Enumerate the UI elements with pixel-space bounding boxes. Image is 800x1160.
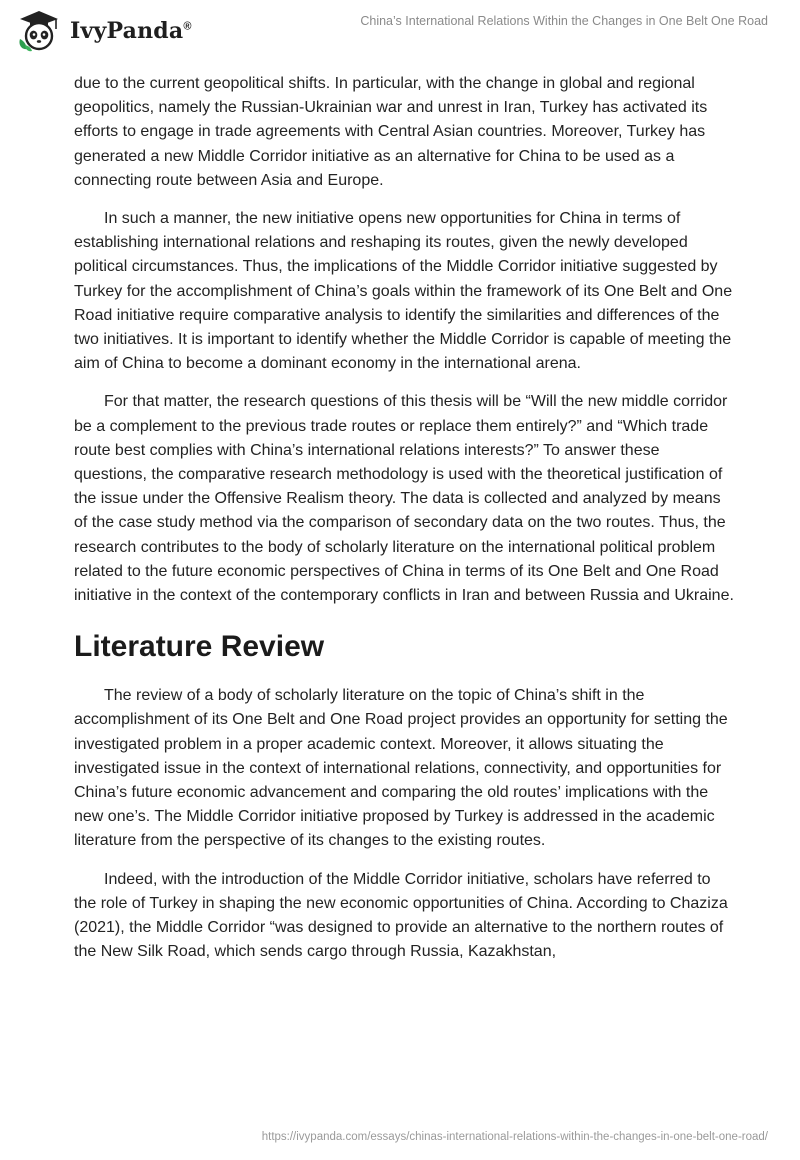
paragraph: For that matter, the research questions of this thesis will be “Will the new middle corridor be a complement to the previous trade routes or replace them entirely?” and “Which trade route best complies with China’s international relations interests?” To answer these questions, the comparative research methodology is used with the theoretical justification of the issue under the Offensive Realism theory. The data is collected and analyzed by means of the case study method via the comparison of secondary data on the two routes. Thus, the research contributes to the body of scholarly literature on the international political problem related to the future economic perspectives of China in terms of its One Belt and One Road initiative in the context of the contemporary conflicts in Iran and between Russia and Ukraine. xyxy=(74,393,734,605)
paragraph: due to the current geopolitical shifts. In particular, with the change in global and regional geopolitics, namely the Russian-Ukrainian war and unrest in Iran, Turkey has activated its efforts to engage in trade agreements with Central Asian countries. Moreover, Turkey has generated a new Middle Corridor initiative as an alternative for China to be used as a connecting route between Asia and Europe. xyxy=(74,75,708,189)
panda-logo-icon xyxy=(16,9,62,53)
page-header xyxy=(0,0,800,66)
logo-text xyxy=(70,18,192,44)
paragraph: Indeed, with the introduction of the Middle Corridor initiative, scholars have referred to the role of Turkey in shaping the new economic opportunities of China. According to Chaziza (2021), the Middle Corridor “was designed to provide an alternative to the northern routes of the New Silk Road, which sends cargo through Russia, Kazakhstan, xyxy=(74,870,728,961)
source-url[interactable]: https://ivypanda.com/essays/chinas-international-relations-within-the-changes-in-one-belt-one-road/ xyxy=(261,1131,768,1143)
essay-content xyxy=(74,72,734,979)
document-title: China’s International Relations Within the Changes in One Belt One Road xyxy=(360,14,768,28)
registered-mark: ® xyxy=(183,20,192,33)
ivypanda-logo[interactable] xyxy=(16,9,192,53)
logo-name: IvyPanda xyxy=(70,18,184,44)
paragraph: The review of a body of scholarly literature on the topic of China’s shift in the accomplishment of its One Belt and One Road project provides an opportunity for setting the investigated problem in a proper academic context. Moreover, it allows situating the investigated issue in the context of international relations, connectivity, and opportunities for China’s future economic advancement and comparing the old routes’ implications with the new one’s. The Middle Corridor initiative proposed by Turkey is addressed in the academic literature from the perspective of its changes to the existing routes. xyxy=(74,687,728,850)
paragraph: In such a manner, the new initiative opens new opportunities for China in terms of establishing international relations and reshaping its routes, given the newly developed political circumstances. Thus, the implications of the Middle Corridor initiative suggested by Turkey for the accomplishment of China’s goals within the framework of its One Belt and One Road initiative require comparative analysis to identify the similarities and differences of the two initiatives. It is important to identify whether the Middle Corridor is capable of meeting the aim of China to become a dominant economy in the international arena. xyxy=(74,210,733,373)
section-heading: Literature Review xyxy=(74,630,325,664)
